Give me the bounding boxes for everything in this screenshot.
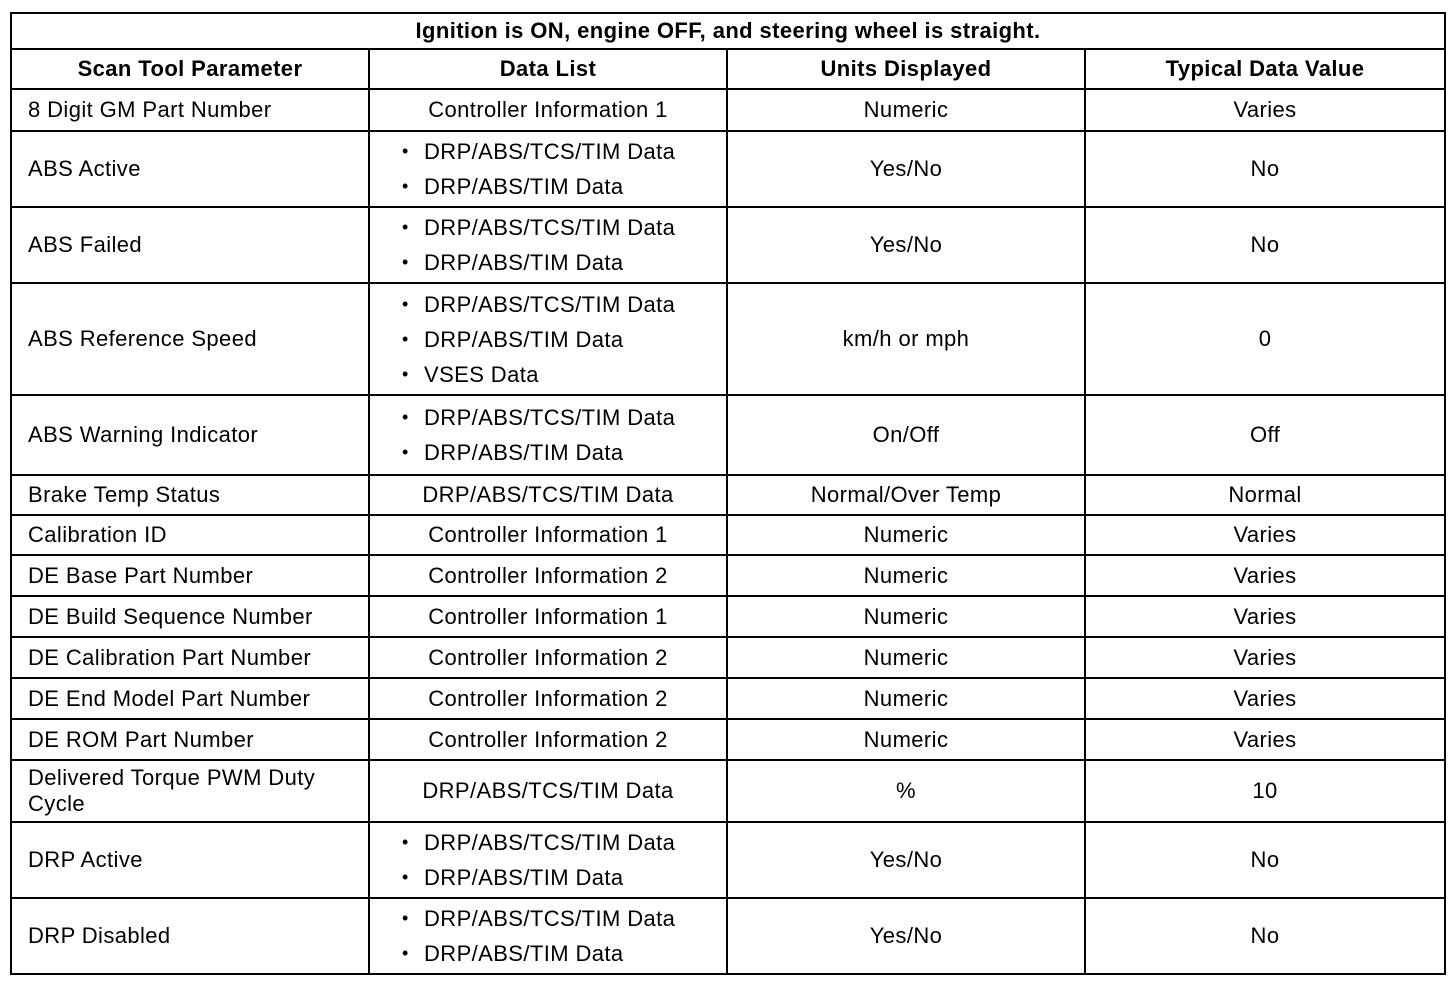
cell-scan-tool-parameter: DRP Disabled <box>11 898 369 974</box>
data-list-item: • DRP/ABS/TIM Data <box>424 936 726 971</box>
table-body <box>11 89 1445 974</box>
cell-typical-data-value: No <box>1085 822 1445 898</box>
table-row <box>11 89 1445 131</box>
cell-data-list: Controller Information 2 <box>369 637 727 678</box>
cell-units-displayed: Numeric <box>727 596 1085 637</box>
table-row <box>11 207 1445 283</box>
table-caption-row <box>11 13 1445 49</box>
table-row <box>11 719 1445 760</box>
cell-units-displayed: Numeric <box>727 515 1085 555</box>
table-row <box>11 637 1445 678</box>
data-list-bullets <box>386 287 726 392</box>
cell-typical-data-value: Varies <box>1085 678 1445 719</box>
cell-typical-data-value: Varies <box>1085 89 1445 131</box>
data-list-item: • DRP/ABS/TIM Data <box>424 169 726 204</box>
cell-typical-data-value: Normal <box>1085 475 1445 515</box>
cell-data-list: Controller Information 2 <box>369 555 727 596</box>
cell-data-list <box>369 395 727 475</box>
scan-tool-data-table <box>10 12 1446 975</box>
data-list-bullets <box>386 210 726 280</box>
table-caption: Ignition is ON, engine OFF, and steering wheel is straight. <box>11 13 1445 49</box>
cell-units-displayed: Yes/No <box>727 822 1085 898</box>
cell-scan-tool-parameter: DE Build Sequence Number <box>11 596 369 637</box>
table-row <box>11 283 1445 395</box>
table-row <box>11 555 1445 596</box>
cell-data-list: Controller Information 1 <box>369 596 727 637</box>
cell-scan-tool-parameter: 8 Digit GM Part Number <box>11 89 369 131</box>
cell-typical-data-value: Varies <box>1085 637 1445 678</box>
cell-typical-data-value: 0 <box>1085 283 1445 395</box>
header-data-list: Data List <box>369 49 727 89</box>
data-list-item: • DRP/ABS/TIM Data <box>424 322 726 357</box>
cell-scan-tool-parameter: DRP Active <box>11 822 369 898</box>
cell-typical-data-value: No <box>1085 898 1445 974</box>
cell-units-displayed: Yes/No <box>727 898 1085 974</box>
data-list-item: • DRP/ABS/TIM Data <box>424 245 726 280</box>
data-list-item: • DRP/ABS/TCS/TIM Data <box>424 210 726 245</box>
header-units-displayed: Units Displayed <box>727 49 1085 89</box>
cell-typical-data-value: No <box>1085 131 1445 207</box>
cell-typical-data-value: Varies <box>1085 555 1445 596</box>
cell-units-displayed: Numeric <box>727 555 1085 596</box>
cell-scan-tool-parameter: ABS Warning Indicator <box>11 395 369 475</box>
table-row <box>11 596 1445 637</box>
data-list-bullets <box>386 825 726 895</box>
data-list-item: • DRP/ABS/TCS/TIM Data <box>424 134 726 169</box>
cell-data-list <box>369 207 727 283</box>
table-row <box>11 395 1445 475</box>
cell-units-displayed: Normal/Over Temp <box>727 475 1085 515</box>
cell-units-displayed: Numeric <box>727 678 1085 719</box>
data-list-item: • DRP/ABS/TIM Data <box>424 860 726 895</box>
cell-scan-tool-parameter: ABS Active <box>11 131 369 207</box>
data-list-item: • DRP/ABS/TIM Data <box>424 435 726 470</box>
cell-data-list <box>369 131 727 207</box>
cell-scan-tool-parameter: DE Calibration Part Number <box>11 637 369 678</box>
data-list-bullets <box>386 901 726 971</box>
data-list-item: • DRP/ABS/TCS/TIM Data <box>424 901 726 936</box>
cell-scan-tool-parameter: DE End Model Part Number <box>11 678 369 719</box>
cell-data-list: DRP/ABS/TCS/TIM Data <box>369 475 727 515</box>
table-row <box>11 678 1445 719</box>
cell-units-displayed: Yes/No <box>727 207 1085 283</box>
cell-data-list: DRP/ABS/TCS/TIM Data <box>369 760 727 822</box>
header-typical-data-value: Typical Data Value <box>1085 49 1445 89</box>
cell-units-displayed: Numeric <box>727 637 1085 678</box>
header-scan-tool-parameter: Scan Tool Parameter <box>11 49 369 89</box>
data-list-bullets <box>386 400 726 470</box>
table-row <box>11 898 1445 974</box>
table-row <box>11 822 1445 898</box>
cell-data-list: Controller Information 1 <box>369 515 727 555</box>
cell-data-list <box>369 898 727 974</box>
cell-units-displayed: Numeric <box>727 89 1085 131</box>
cell-data-list: Controller Information 1 <box>369 89 727 131</box>
cell-typical-data-value: Varies <box>1085 515 1445 555</box>
cell-data-list <box>369 822 727 898</box>
cell-units-displayed: Numeric <box>727 719 1085 760</box>
cell-units-displayed: On/Off <box>727 395 1085 475</box>
cell-data-list <box>369 283 727 395</box>
cell-typical-data-value: Varies <box>1085 719 1445 760</box>
cell-scan-tool-parameter: ABS Failed <box>11 207 369 283</box>
cell-typical-data-value: Off <box>1085 395 1445 475</box>
cell-scan-tool-parameter: DE Base Part Number <box>11 555 369 596</box>
cell-scan-tool-parameter: ABS Reference Speed <box>11 283 369 395</box>
table-row <box>11 475 1445 515</box>
cell-units-displayed: % <box>727 760 1085 822</box>
cell-data-list: Controller Information 2 <box>369 678 727 719</box>
data-list-item: • DRP/ABS/TCS/TIM Data <box>424 400 726 435</box>
cell-scan-tool-parameter: Delivered Torque PWM Duty Cycle <box>11 760 369 822</box>
cell-units-displayed: Yes/No <box>727 131 1085 207</box>
cell-typical-data-value: No <box>1085 207 1445 283</box>
table-row <box>11 515 1445 555</box>
table-header-row <box>11 49 1445 89</box>
cell-typical-data-value: Varies <box>1085 596 1445 637</box>
cell-scan-tool-parameter: DE ROM Part Number <box>11 719 369 760</box>
data-list-item: • DRP/ABS/TCS/TIM Data <box>424 825 726 860</box>
cell-scan-tool-parameter: Calibration ID <box>11 515 369 555</box>
cell-units-displayed: km/h or mph <box>727 283 1085 395</box>
table-row <box>11 760 1445 822</box>
cell-scan-tool-parameter: Brake Temp Status <box>11 475 369 515</box>
table-row <box>11 131 1445 207</box>
cell-typical-data-value: 10 <box>1085 760 1445 822</box>
data-list-item: • DRP/ABS/TCS/TIM Data <box>424 287 726 322</box>
data-list-bullets <box>386 134 726 204</box>
data-list-item: • VSES Data <box>424 357 726 392</box>
cell-data-list: Controller Information 2 <box>369 719 727 760</box>
